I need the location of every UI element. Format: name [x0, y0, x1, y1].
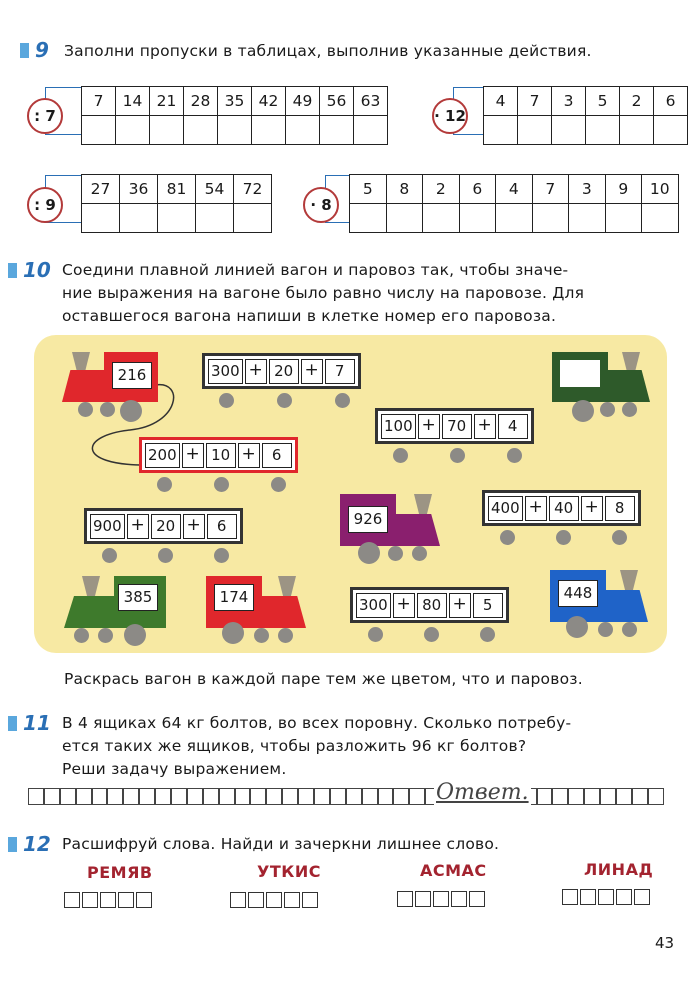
wheel — [612, 530, 627, 545]
cell: 9 — [605, 175, 642, 204]
cell: 7 — [82, 87, 116, 116]
empty-cell[interactable] — [354, 116, 388, 145]
wheel — [393, 448, 408, 463]
wagon-cell: 300 — [208, 359, 243, 384]
wheel — [277, 393, 292, 408]
wagon-100-70-4[interactable] — [375, 408, 534, 444]
task-12-text: Расшифруй слова. Найди и зачеркни лишнее слово. — [62, 835, 500, 853]
cell: 5 — [586, 87, 620, 116]
empty-cell[interactable] — [184, 116, 218, 145]
wagon-cell: 20 — [151, 514, 181, 539]
task-10-coloring-text: Раскрась вагон в каждой паре тем же цветом, что и паровоз. — [64, 670, 583, 688]
task-11-line3: Реши задачу выражением. — [62, 760, 287, 778]
wheel — [124, 624, 146, 646]
answer-cell[interactable] — [250, 788, 266, 805]
wheel — [622, 622, 637, 637]
wagon-cell: 4 — [498, 414, 528, 439]
wheel — [222, 622, 244, 644]
cell: 5 — [350, 175, 387, 204]
cell: 14 — [116, 87, 150, 116]
wheel — [254, 628, 269, 643]
empty-cell[interactable] — [286, 116, 320, 145]
cell: 49 — [286, 87, 320, 116]
wheel — [335, 393, 350, 408]
cell: 2 — [423, 175, 460, 204]
answer-cell[interactable] — [203, 788, 219, 805]
task-10-line2: ние выражения на вагоне было равно числу на паровозе. Для — [62, 284, 585, 302]
cell: 54 — [196, 175, 234, 204]
wheel — [214, 477, 229, 492]
empty-cell[interactable] — [484, 116, 518, 145]
answer-cell[interactable] — [60, 788, 76, 805]
wagon-cell: 900 — [90, 514, 125, 539]
word-4: ЛИНАД — [584, 860, 654, 879]
empty-cell[interactable] — [642, 204, 679, 233]
answer-cell[interactable] — [28, 788, 44, 805]
operation-divide-7: : 7 — [27, 98, 63, 134]
wagon-300-20-7[interactable] — [202, 353, 361, 389]
answer-cell[interactable] — [187, 788, 203, 805]
plus-sign: + — [418, 414, 440, 439]
wagon-cell: 10 — [206, 443, 236, 468]
word-4-boxes[interactable] — [562, 889, 650, 905]
operation-multiply-12: · 12 — [432, 98, 468, 134]
loco-number — [560, 360, 600, 387]
answer-cell[interactable] — [393, 788, 409, 805]
plus-sign: + — [182, 443, 204, 468]
chimney — [72, 352, 90, 372]
table-divide-9 — [81, 174, 272, 233]
wheel — [500, 530, 515, 545]
answer-label: Ответ. — [436, 780, 529, 805]
wheel — [450, 448, 465, 463]
wheel — [120, 400, 142, 422]
cell: 42 — [252, 87, 286, 116]
wheel — [157, 477, 172, 492]
answer-cell[interactable] — [76, 788, 92, 805]
answer-cell[interactable] — [171, 788, 187, 805]
plus-sign: + — [301, 359, 323, 384]
loco-body — [606, 590, 648, 622]
cell: 8 — [386, 175, 423, 204]
answer-cell[interactable] — [409, 788, 425, 805]
answer-cell[interactable] — [314, 788, 330, 805]
answer-cell[interactable] — [266, 788, 282, 805]
wheel — [358, 542, 380, 564]
empty-cell[interactable] — [320, 116, 354, 145]
cell: 3 — [569, 175, 606, 204]
table-divide-7 — [81, 86, 388, 145]
wagon-cell: 7 — [325, 359, 355, 384]
wagon-cell: 80 — [417, 593, 447, 618]
loco-body — [396, 514, 440, 546]
wheel — [78, 402, 93, 417]
word-2: УТКИС — [257, 862, 321, 881]
wagon-cell: 300 — [356, 593, 391, 618]
empty-cell[interactable] — [120, 204, 158, 233]
wheel — [74, 628, 89, 643]
wagon-cell: 70 — [442, 414, 472, 439]
empty-cell[interactable] — [158, 204, 196, 233]
cell: 72 — [234, 175, 272, 204]
plus-sign: + — [245, 359, 267, 384]
chimney — [620, 570, 638, 590]
answer-cell[interactable] — [235, 788, 251, 805]
plus-sign: + — [525, 496, 547, 521]
plus-sign: + — [183, 514, 205, 539]
task-11-line1: В 4 ящиках 64 кг болтов, во всех поровну. Сколько потребу- — [62, 714, 572, 732]
locomotive-empty[interactable] — [552, 352, 652, 424]
answer-cell[interactable] — [346, 788, 362, 805]
wheel — [100, 402, 115, 417]
cell: 27 — [82, 175, 120, 204]
wheel — [480, 627, 495, 642]
cell: 3 — [552, 87, 586, 116]
task-10-line1: Соедини плавной линией вагон и паровоз так, чтобы значе- — [62, 261, 569, 279]
answer-grid[interactable] — [28, 788, 664, 805]
answer-cell[interactable] — [648, 788, 664, 805]
wagon-cell: 6 — [262, 443, 292, 468]
loco-number: 448 — [558, 580, 598, 607]
empty-cell[interactable] — [569, 204, 606, 233]
wheel — [271, 477, 286, 492]
cell: 2 — [620, 87, 654, 116]
wagon-cell: 20 — [269, 359, 299, 384]
loco-body — [64, 596, 114, 628]
chimney — [414, 494, 432, 514]
empty-cell[interactable] — [654, 116, 688, 145]
cell: 35 — [218, 87, 252, 116]
loco-number: 385 — [118, 584, 158, 611]
empty-cell[interactable] — [350, 204, 387, 233]
empty-cell[interactable] — [496, 204, 533, 233]
word-2-boxes[interactable] — [230, 892, 318, 908]
locomotive-216[interactable] — [56, 352, 166, 424]
wheel — [600, 402, 615, 417]
wagon-cell: 400 — [488, 496, 523, 521]
plus-sign: + — [581, 496, 603, 521]
empty-cell[interactable] — [82, 204, 120, 233]
operation-multiply-8: · 8 — [303, 187, 339, 223]
locomotive-926[interactable] — [340, 494, 444, 566]
answer-cell[interactable] — [44, 788, 60, 805]
wagon-cell: 40 — [549, 496, 579, 521]
cell: 6 — [459, 175, 496, 204]
cell: 63 — [354, 87, 388, 116]
page-number: 43 — [655, 934, 675, 952]
plus-sign: + — [474, 414, 496, 439]
answer-cell[interactable] — [552, 788, 568, 805]
operation-divide-9: : 9 — [27, 187, 63, 223]
empty-cell[interactable] — [605, 204, 642, 233]
chimney — [622, 352, 640, 372]
plus-sign: + — [238, 443, 260, 468]
empty-cell[interactable] — [116, 116, 150, 145]
empty-cell[interactable] — [150, 116, 184, 145]
wagon-cell: 5 — [473, 593, 503, 618]
wheel — [572, 400, 594, 422]
loco-body — [262, 596, 306, 628]
word-3-boxes[interactable] — [397, 891, 485, 907]
task-12-number: 12 — [8, 832, 51, 856]
wheel — [214, 548, 229, 563]
empty-cell[interactable] — [252, 116, 286, 145]
task-10-line3: оставшегося вагона напиши в клетке номер его паровоза. — [62, 307, 557, 325]
chimney — [82, 576, 100, 596]
task-9-number: 9 — [20, 38, 49, 62]
loco-number: 216 — [112, 362, 152, 389]
empty-cell[interactable] — [586, 116, 620, 145]
empty-cell[interactable] — [234, 204, 272, 233]
cell: 7 — [518, 87, 552, 116]
loco-number: 926 — [348, 506, 388, 533]
wheel — [219, 393, 234, 408]
answer-cell[interactable] — [219, 788, 235, 805]
answer-cell[interactable] — [298, 788, 314, 805]
answer-cell[interactable] — [584, 788, 600, 805]
answer-cell[interactable] — [330, 788, 346, 805]
table-multiply-8 — [349, 174, 679, 233]
cell: 6 — [654, 87, 688, 116]
answer-cell[interactable] — [92, 788, 108, 805]
wheel — [368, 627, 383, 642]
answer-cell[interactable] — [378, 788, 394, 805]
cell: 28 — [184, 87, 218, 116]
wheel — [622, 402, 637, 417]
wheel — [424, 627, 439, 642]
answer-cell[interactable] — [107, 788, 123, 805]
word-1: РЕМЯВ — [87, 863, 153, 882]
answer-cell[interactable] — [362, 788, 378, 805]
empty-cell[interactable] — [532, 204, 569, 233]
cell: 36 — [120, 175, 158, 204]
plus-sign: + — [127, 514, 149, 539]
wheel — [412, 546, 427, 561]
answer-cell[interactable] — [282, 788, 298, 805]
table-multiply-12 — [483, 86, 688, 145]
wagon-cell: 200 — [145, 443, 180, 468]
wheel — [566, 616, 588, 638]
wheel — [98, 628, 113, 643]
answer-cell[interactable] — [123, 788, 139, 805]
empty-cell[interactable] — [620, 116, 654, 145]
answer-cell[interactable] — [568, 788, 584, 805]
answer-cell[interactable] — [600, 788, 616, 805]
wheel — [598, 622, 613, 637]
cell: 7 — [532, 175, 569, 204]
wagon-300-80-5[interactable] — [350, 587, 509, 623]
task-11-number: 11 — [8, 711, 51, 735]
answer-cell[interactable] — [616, 788, 632, 805]
task-9-text: Заполни пропуски в таблицах, выполнив указанные действия. — [64, 42, 592, 60]
word-3: АСМАС — [420, 861, 487, 880]
empty-cell[interactable] — [218, 116, 252, 145]
chimney — [278, 576, 296, 596]
cell: 4 — [496, 175, 533, 204]
wheel — [556, 530, 571, 545]
empty-cell[interactable] — [196, 204, 234, 233]
cell: 10 — [642, 175, 679, 204]
loco-number: 174 — [214, 584, 254, 611]
wheel — [388, 546, 403, 561]
wagon-900-20-6[interactable] — [84, 508, 243, 544]
wagon-400-40-8[interactable] — [482, 490, 641, 526]
locomotive-385[interactable] — [60, 576, 170, 648]
wagon-cell: 100 — [381, 414, 416, 439]
empty-cell[interactable] — [423, 204, 460, 233]
cell: 21 — [150, 87, 184, 116]
task-10-number: 10 — [8, 258, 51, 282]
wheel — [278, 628, 293, 643]
empty-cell[interactable] — [552, 116, 586, 145]
loco-body — [608, 370, 650, 402]
cell: 81 — [158, 175, 196, 204]
empty-cell[interactable] — [386, 204, 423, 233]
task-11-line2: ется таких же ящиков, чтобы разложить 96 кг болтов? — [62, 737, 527, 755]
answer-cell[interactable] — [537, 788, 553, 805]
cell: 4 — [484, 87, 518, 116]
answer-cell[interactable] — [632, 788, 648, 805]
plus-sign: + — [449, 593, 471, 618]
locomotive-448[interactable] — [550, 570, 650, 642]
loco-body — [62, 370, 104, 402]
wheel — [102, 548, 117, 563]
answer-cell[interactable] — [139, 788, 155, 805]
cell: 56 — [320, 87, 354, 116]
empty-cell[interactable] — [82, 116, 116, 145]
word-1-boxes[interactable] — [64, 892, 152, 908]
empty-cell[interactable] — [518, 116, 552, 145]
answer-cell[interactable] — [155, 788, 171, 805]
plus-sign: + — [393, 593, 415, 618]
wagon-cell: 8 — [605, 496, 635, 521]
wagon-200-10-6[interactable] — [139, 437, 298, 473]
locomotive-174[interactable] — [206, 576, 310, 648]
empty-cell[interactable] — [459, 204, 496, 233]
wheel — [507, 448, 522, 463]
wagon-cell: 6 — [207, 514, 237, 539]
wheel — [158, 548, 173, 563]
